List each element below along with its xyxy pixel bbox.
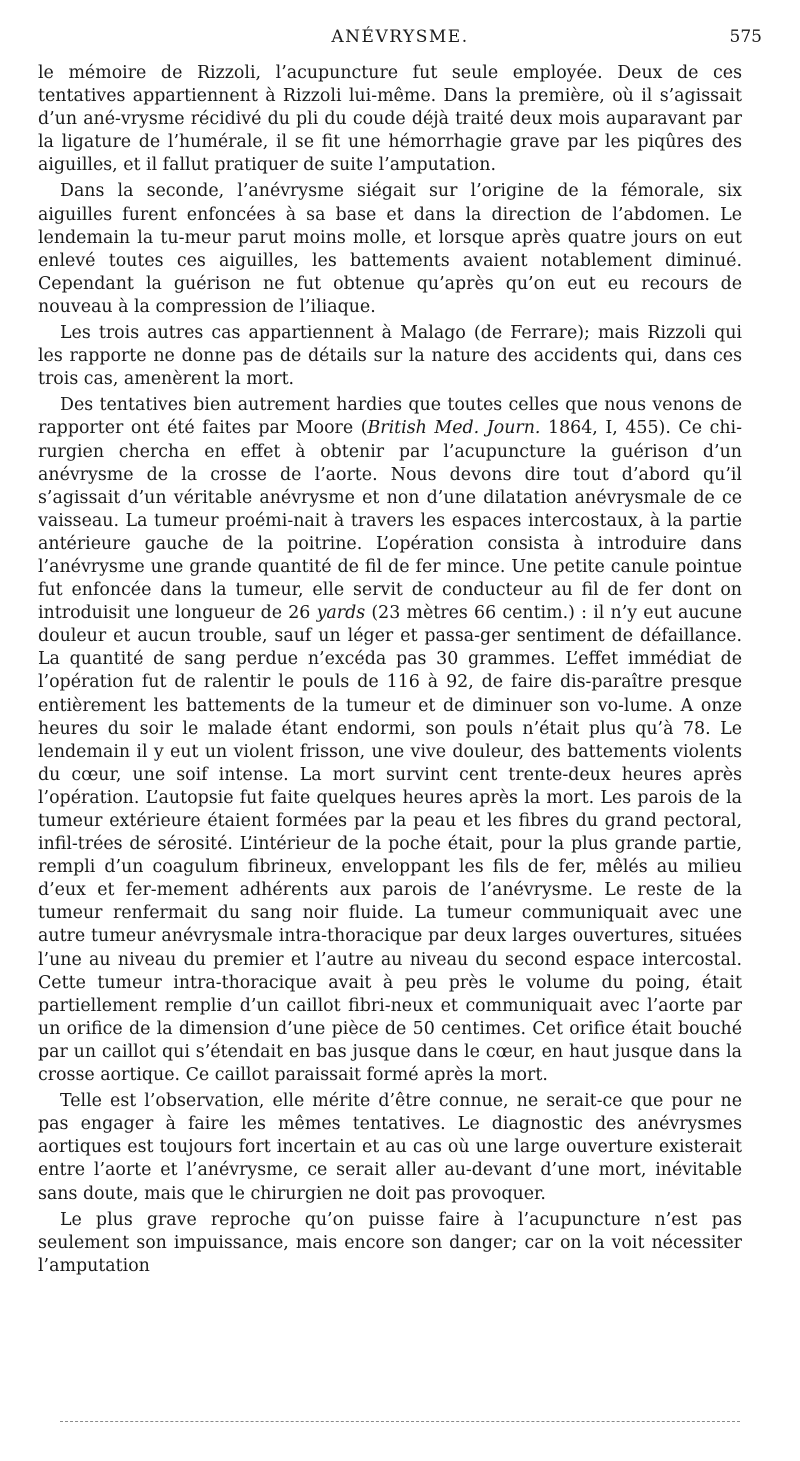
running-title: ANÉVRYSME. — [331, 27, 469, 47]
paragraph-malago: Les trois autres cas appartiennent à Malago (de Ferrare); mais Rizzoli qui les rapporte ne donne pas de détails sur la nature des accidents qui, dans ces trois cas, amenèrent la mort. — [38, 323, 742, 390]
paragraph-continuation: le mémoire de Rizzoli, l’acupuncture fut seule employée. Deux de ces tentatives appartiennent à Rizzoli lui-même. Dans la première, où il s’agissait d’un ané-vrysme récidivé du pli du coude déjà traité deux mois auparavant par la ligature de l’humérale, il se fit une hémorrhagie grave par les piqûres des aiguilles, et il fallut pratiquer de suite l’amputation. — [38, 63, 742, 176]
running-head — [38, 27, 762, 51]
moore-text-c: (23 mètres 66 centim.) : il n’y eut aucune douleur et aucun trouble, sauf un léger et passa-ger sentiment de défaillance. La quantité de sang perdue n’excéda pas 30 grammes. L’effet immédiat de l’opération fut de ralentir le pouls de 116 à 92, de faire dis-paraître presque entièrement les battements de la tumeur et de diminuer son vo-lume. A onze heures du soir le malade étant endormi, son pouls n’était plus qu’à 78. Le lendemain il y eut un violent frisson, une vive douleur, des battements violents du cœur, une soif intense. La mort survint cent trente-deux heures après l’opération. L’autopsie fut faite quelques heures après la mort. Les parois de la tumeur extérieure étaient formées par la peau et les fibres du grand pectoral, infil-trées de sérosité. L’intérieur de la poche était, pour la plus grande partie, rempli d’un coagulum fibrineux, enveloppant les fils de fer, mêlés au milieu d’eux et fer-mement adhérents aux parois de l’anévrysme. Le reste de la tumeur renfermait du sang noir fluide. La tumeur communiquait avec une autre tumeur anévrysmale intra-thoracique par deux larges ouvertures, situées l’une au niveau du premier et l’autre au niveau du second espace intercostal. Cette tumeur intra-thoracique avait à peu près le volume du poing, était partiellement remplie d’un caillot fibri-neux et communiquait avec l’aorte par un orifice de la dimension d’une pièce de 50 centimes. Cet orifice était bouché par un caillot qui s’étendait en bas jusque dans le cœur, en haut jusque dans la crosse aortique. Ce caillot paraissait formé après la mort. — [38, 603, 742, 1086]
bottom-rule — [60, 1421, 740, 1422]
paragraph-observation: Telle est l’observation, elle mérite d’être connue, ne serait-ce que pour ne pas engager à faire les mêmes tentatives. Le diagnostic des anévrysmes aortiques est toujours fort incertain et au cas où une large ouverture existerait entre l’aorte et l’anévrysme, ce serait aller au-devant d’une mort, inévitable sans doute, mais que le chirurgien ne doit pas provoquer. — [38, 1091, 742, 1204]
paragraph-moore — [38, 394, 742, 1087]
moore-text-a: Des tentatives bien autrement hardies que toutes celles que nous venons de rapporter ont été faites par Moore ( — [38, 395, 742, 439]
paragraph-reproche: Le plus grave reproche qu’on puisse faire à l’acupuncture n’est pas seulement son impuissance, mais encore son danger; car on la voit nécessiter l’amputation — [38, 1209, 742, 1276]
page-number: 575 — [729, 27, 762, 47]
paragraph-femorale: Dans la seconde, l’anévrysme siégait sur l’origine de la fémorale, six aiguilles furent enfoncées à sa base et dans la direction de l’abdomen. Le lendemain la tu-meur parut moins molle, et lorsque après quatre jours on eut enlevé toutes ces aiguilles, les battements avaient notablement diminué. Cependant la guérison ne fut obtenue qu’après qu’on eut eu recours de nouveau à la compression de l’iliaque. — [38, 181, 742, 317]
moore-text-b: 1864, I, 455). Ce chi-rurgien chercha en effet à obtenir par l’acupuncture la guérison d’un anévrysme de la crosse de l’aorte. Nous devons dire tout d’abord qu’il s’agissait d’un véritable anévrysme et non d’une dilatation anévrysmale de ce vaisseau. La tumeur proémi-nait à travers les espaces intercostaux, à la partie antérieure gauche de la poitrine. L’opération consista à introduire dans l’anévrysme une grande quantité de fil de fer mince. Une petite canule pointue fut enfoncée dans la tumeur, elle servit de conducteur au fil de fer dont on introduisit une longueur de 26 — [38, 418, 742, 624]
unit-yards: yards — [316, 603, 366, 624]
body-text — [38, 62, 742, 1279]
journal-citation: British Med. Journ. — [367, 418, 541, 439]
